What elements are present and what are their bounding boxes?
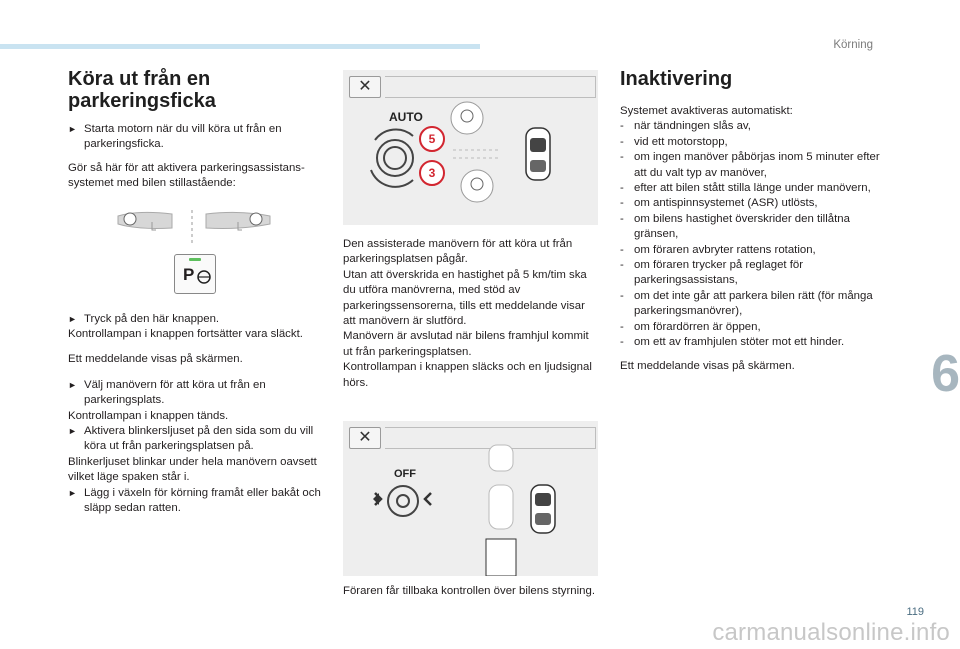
step-number: 3 xyxy=(419,160,445,186)
list-item: ► Välj manövern för att köra ut från en parkeringsplats. xyxy=(68,378,328,409)
column-maneuver xyxy=(343,70,598,599)
arrow-bullet-icon: ► xyxy=(68,487,77,498)
list-item xyxy=(620,289,880,320)
turn-signal-lever-icon xyxy=(68,206,328,248)
paragraph: Gör så här för att aktivera parkeringsassistans-systemet med bilen stillastående: xyxy=(68,161,305,190)
dash-bullet: - xyxy=(620,243,624,256)
list-item: ► Aktivera blinkersljuset på den sida som du vill köra ut från parkeringsplatsen på. xyxy=(68,424,328,455)
paragraph: Ett meddelande visas på skärmen. xyxy=(620,359,795,372)
paragraph: Systemet avaktiveras automatiskt: xyxy=(620,105,793,117)
dash-bullet: - xyxy=(620,197,624,210)
list-item: ► Lägg i växeln för körning framåt eller bakåt och släpp sedan ratten. xyxy=(68,486,328,517)
list-item-text: om det inte går att parkera bilen rätt (för många parkeringsmanövrer), xyxy=(634,289,873,318)
list-item-text: vid ett motorstopp, xyxy=(634,135,728,148)
list-item xyxy=(620,258,880,289)
arrow-bullet-icon: ► xyxy=(68,379,77,390)
paragraph: Kontrollampan i knappen släcks och en ljudsignal hörs. xyxy=(343,361,592,389)
chapter-number: 6 xyxy=(931,345,960,403)
arrow-bullet-icon: ► xyxy=(68,124,77,134)
paragraph: Utan att överskrida en hastighet på 5 km/tim ska du utföra manövrerna, med stöd av parkeringssensorerna, tills ett meddelande visar att manövern är slutförd. xyxy=(343,268,587,328)
dash-bullet: - xyxy=(620,212,624,225)
indicator-lever-illustration xyxy=(68,206,328,248)
list-item xyxy=(620,212,880,243)
close-icon: ✕ xyxy=(349,427,381,449)
list-item-text: om föraren trycker på reglaget för parkeringsassistans, xyxy=(634,259,804,287)
list-item-text: efter att bilen stått stilla länge under manövern, xyxy=(634,182,871,195)
list-item xyxy=(620,135,880,150)
mode-label: AUTO xyxy=(389,110,423,124)
section-title: Köra ut från en parkeringsficka xyxy=(68,68,216,112)
list-item xyxy=(620,119,880,134)
list-item-text: om föraren avbryter rattens rotation, xyxy=(634,243,816,256)
paragraph: Ett meddelande visas på skärmen. xyxy=(68,353,243,366)
list-item: ► Tryck på den här knappen. xyxy=(68,312,328,327)
page-number: 119 xyxy=(906,606,924,618)
header-accent-bar xyxy=(0,44,480,49)
deactivation-list xyxy=(620,119,880,350)
dash-bullet: - xyxy=(620,151,624,164)
dash-bullet: - xyxy=(620,289,624,302)
column-deactivation xyxy=(620,68,880,382)
list-item-text: om ett av framhjulen stöter mot ett hinder. xyxy=(634,336,845,349)
exit-complete-diagram xyxy=(343,421,598,576)
arrow-bullet-icon: ► xyxy=(68,426,77,437)
section-label: Körning xyxy=(833,39,873,51)
exit-maneuver-diagram xyxy=(343,70,598,225)
dash-bullet: - xyxy=(620,259,624,272)
list-item xyxy=(620,335,880,350)
list-item-text: om förardörren är öppen, xyxy=(634,320,761,333)
close-icon: ✕ xyxy=(349,76,381,98)
list-item: ► Starta motorn när du vill köra ut från en parkeringsficka. xyxy=(68,122,328,153)
list-item-text: om antispinnsystemet (ASR) utlösts, xyxy=(634,197,818,210)
list-item xyxy=(620,196,880,211)
list-item xyxy=(620,243,880,258)
dash-bullet: - xyxy=(620,135,624,148)
section-title: Inaktivering xyxy=(620,68,733,90)
steering-wheel-icon xyxy=(197,270,211,284)
screen-illustration-auto xyxy=(343,70,598,225)
paragraph: Föraren får tillbaka kontrollen över bilens styrning. xyxy=(343,585,595,598)
mode-label: OFF xyxy=(394,468,416,481)
paragraph: Kontrollampan i knappen tänds. xyxy=(68,409,229,422)
list-item-text: när tändningen slås av, xyxy=(634,120,751,133)
step-number: 5 xyxy=(419,126,445,152)
screen-illustration-off xyxy=(343,421,598,576)
park-assist-button xyxy=(174,254,216,294)
watermark: carmanualsonline.info xyxy=(712,619,950,646)
paragraph: Den assisterade manövern för att köra ut från parkeringsplatsen pågår. xyxy=(343,238,573,266)
indicator-lamp xyxy=(189,258,201,261)
list-item xyxy=(620,320,880,335)
park-letter: P xyxy=(183,264,195,284)
arrow-bullet-icon: ► xyxy=(68,313,77,324)
dash-bullet: - xyxy=(620,182,624,195)
dash-bullet: - xyxy=(620,336,624,349)
list-item xyxy=(620,150,880,181)
paragraph: Blinkerljuset blinkar under hela manövern oavsett vilket läge spaken står i. xyxy=(68,455,317,484)
list-item xyxy=(620,181,880,196)
list-item-text: om ingen manöver påbörjas inom 5 minuter efter att du valt typ av manöver, xyxy=(634,151,880,179)
dash-bullet: - xyxy=(620,320,624,333)
paragraph: Manövern är avslutad när bilens framhjul kommit ut från parkeringsplatsen. xyxy=(343,330,589,358)
list-item-text: om bilens hastighet överskrider den tillåtna gränsen, xyxy=(634,212,850,241)
paragraph: Kontrollampan i knappen fortsätter vara släckt. xyxy=(68,328,303,341)
column-exit-parking xyxy=(68,68,328,517)
dash-bullet: - xyxy=(620,120,624,133)
